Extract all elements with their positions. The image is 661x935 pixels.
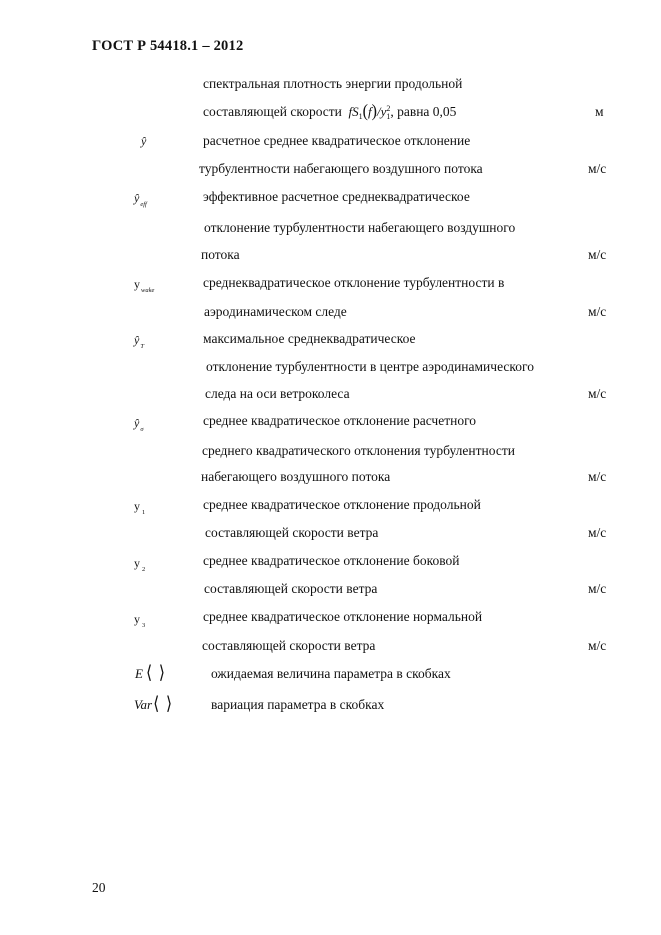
entry-3-line-0: среднеквадратическое отклонение турбулентности в xyxy=(203,275,505,290)
entry-7-unit: м/с xyxy=(588,581,607,596)
entry-10-symbol: Var⟨ ⟩ xyxy=(134,694,173,715)
entry-8-unit: м/с xyxy=(588,638,607,653)
entry-9-symbol: E ⟨ ⟩ xyxy=(135,663,165,684)
entry-2-line-0: эффективное расчетное среднеквадратическое xyxy=(203,189,470,204)
entry-0-unit: м xyxy=(595,104,604,119)
entry-6-line-1: составляющей скорости ветра xyxy=(205,525,379,540)
spectral-formula: $fS_1(f)/y_1^2$ xyxy=(345,101,391,122)
entry-7-line-1: составляющей скорости ветра xyxy=(204,581,378,596)
entry-7-line-0: среднее квадратическое отклонение боковой xyxy=(203,553,460,568)
entry-1-line-0: расчетное среднее квадратическое отклонение xyxy=(203,133,471,148)
entry-7-symbol: y $_2$ xyxy=(134,556,146,573)
entry-1-symbol: ŷ xyxy=(141,134,147,148)
entry-8-line-1: составляющей скорости ветра xyxy=(202,638,376,653)
entry-9-line-0: ожидаемая величина параметра в скобках xyxy=(211,666,451,681)
entry-6-symbol: y $_1$ xyxy=(134,499,146,516)
entry-2-line-1: отклонение турбулентности набегающего воздушного xyxy=(204,220,516,235)
page-number: 20 xyxy=(92,880,106,895)
entry-6-unit: м/с xyxy=(588,525,607,540)
entry-4-line-0: максимальное среднеквадратическое xyxy=(203,331,416,346)
entry-2-line-2: потока xyxy=(201,247,240,262)
entry-6-line-0: среднее квадратическое отклонение продольной xyxy=(203,497,481,512)
entry-5-symbol: $ŷ_\sigma$ xyxy=(134,416,144,433)
entry-1-unit: м/с xyxy=(588,161,607,176)
entry-4-symbol: $ŷ_T$ xyxy=(134,333,144,350)
entry-8-symbol: y $_3$ xyxy=(134,612,146,629)
entry-2-unit: м/с xyxy=(588,247,607,262)
entry-5-line-0: среднее квадратическое отклонение расчетного xyxy=(203,413,477,428)
document-header: ГОСТ Р 54418.1 – 2012 xyxy=(92,38,244,54)
entry-4-line-1: отклонение турбулентности в центре аэродинамического xyxy=(206,359,534,374)
entry-1-line-1: турбулентности набегающего воздушного потока xyxy=(199,161,483,176)
entry-5-line-2: набегающего воздушного потока xyxy=(201,469,391,484)
entry-10-line-0: вариация параметра в скобках xyxy=(211,697,385,712)
entry-0-line-1: составляющей скорости $fS_1(f)/y_1^2$, равна 0,05 xyxy=(203,101,457,122)
entry-5-unit: м/с xyxy=(588,469,607,484)
entry-0-line-0: спектральная плотность энергии продольной xyxy=(203,76,463,91)
entry-3-symbol: $y_{wake}$ xyxy=(134,277,155,294)
entry-8-line-0: среднее квадратическое отклонение нормальной xyxy=(203,609,483,624)
entry-5-line-1: среднего квадратического отклонения турбулентности xyxy=(202,443,515,458)
entry-3-line-1: аэродинамическом следе xyxy=(204,304,347,319)
entry-2-symbol: $ŷ_{eff}$ xyxy=(134,191,147,208)
entry-4-unit: м/с xyxy=(588,386,607,401)
entry-4-line-2: следа на оси ветроколеса xyxy=(205,386,350,401)
entry-3-unit: м/с xyxy=(588,304,607,319)
